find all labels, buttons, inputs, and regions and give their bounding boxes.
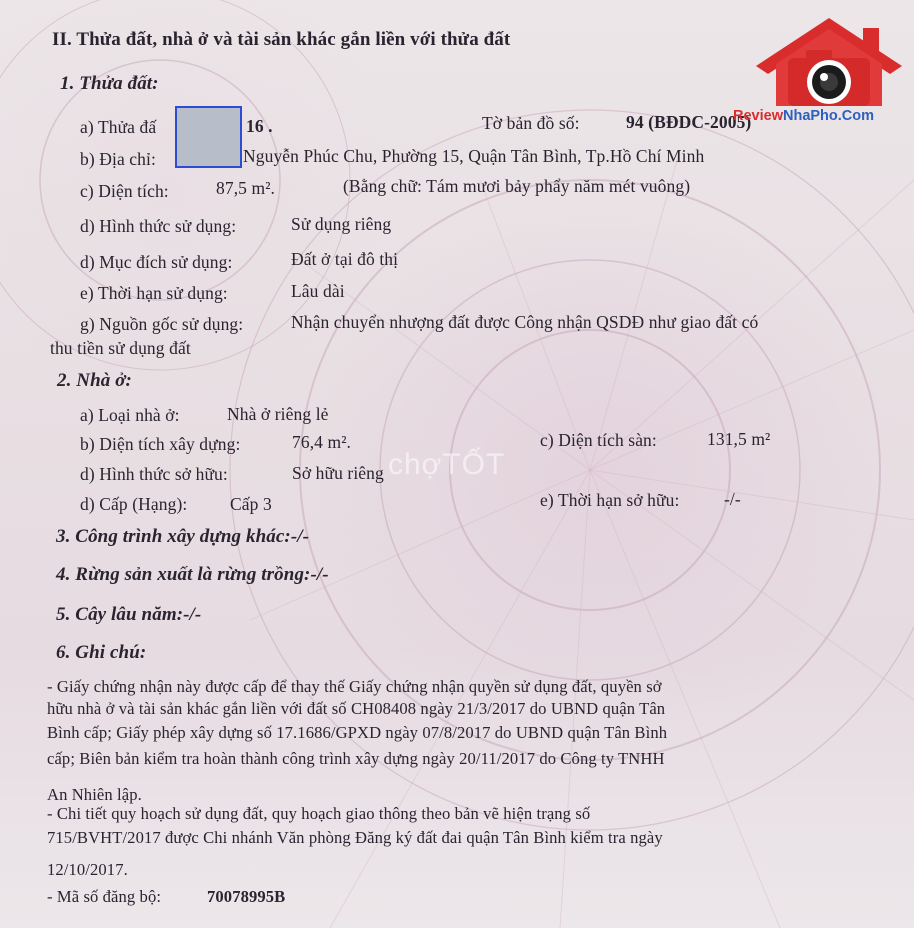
logo-wordmark [733,108,874,124]
use-form-value: Sử dụng riêng [291,214,392,234]
origin-label: g) Nguồn gốc sử dụng: [80,314,244,334]
map-sheet-value: 94 (BĐDC-2005) [626,112,752,132]
logo-word-com: .Com [837,108,875,124]
other-works-heading: 3. Công trình xây dựng khác:-/- [56,526,310,547]
origin-value: Nhận chuyển nhượng đất được Công nhận QSDĐ như giao đất có [291,312,759,332]
notes-line: - Chi tiết quy hoạch sử dụng đất, quy hoạch giao thông theo bản vẽ hiện trạng số [47,804,591,823]
section-title: II. Thửa đất, nhà ở và tài sản khác gắn liền với thửa đất [52,29,511,50]
registry-value: 70078995B [207,887,286,906]
notes-line: hữu nhà ở và tài sản khác gắn liền với đất số CH08408 ngày 21/3/2017 do UBND quận Tân [47,699,666,718]
origin-value-cont: thu tiền sử dụng đất [50,338,191,358]
own-term-value: -/- [724,489,741,509]
notes-line: 715/BVHT/2017 được Chi nhánh Văn phòng Đăng ký đất đai quận Tân Bình kiểm tra ngày [47,828,663,847]
parcel-label: a) Thửa đấ [80,117,157,137]
notes-line: 12/10/2017. [47,860,128,879]
area-label: c) Diện tích: [80,181,169,201]
notes-line: An Nhiên lập. [47,785,142,804]
address-label: b) Địa chỉ: [80,149,156,169]
own-term-label: e) Thời hạn sở hữu: [540,490,680,510]
built-area-value: 76,4 m². [292,432,352,452]
watermark-chotot: chợTỐT [388,448,506,481]
registry-label: - Mã số đăng bộ: [47,887,162,906]
area-value: 87,5 m². [216,178,276,198]
notes-heading: 6. Ghi chú: [56,642,147,663]
perennial-heading: 5. Cây lâu năm:-/- [56,604,202,625]
notes-line: - Giấy chứng nhận này được cấp để thay thế Giấy chứng nhận quyền sử dụng đất, quyền sở [47,677,662,696]
house-type-value: Nhà ở riêng lẻ [227,404,329,424]
parcel-value: 16 . [246,116,273,136]
ownership-label: d) Hình thức sở hữu: [80,464,228,484]
house-type-label: a) Loại nhà ở: [80,405,180,425]
grade-value: Cấp 3 [230,494,272,514]
grade-label: d) Cấp (Hạng): [80,494,188,514]
house-heading: 2. Nhà ở: [57,370,132,391]
term-value: Lâu dài [291,281,345,301]
floor-area-value: 131,5 m² [707,429,771,449]
built-area-label: b) Diện tích xây dựng: [80,434,241,454]
land-heading: 1. Thửa đất: [60,73,159,94]
purpose-value: Đất ở tại đô thị [291,249,399,269]
area-words: (Bằng chữ: Tám mươi bảy phẩy năm mét vuông) [343,176,691,196]
notes-line: Bình cấp; Giấy phép xây dựng số 17.1686/GPXD ngày 07/8/2017 do UBND quận Tân Bình [47,723,668,742]
ownership-value: Sở hữu riêng [292,463,384,483]
logo-word-review: Review [733,108,783,124]
floor-area-label: c) Diện tích sàn: [540,430,657,450]
forest-heading: 4. Rừng sản xuất là rừng trồng:-/- [56,564,329,585]
address-value: Nguyễn Phúc Chu, Phường 15, Quận Tân Bình, Tp.Hồ Chí Minh [243,146,705,166]
logo-word-nhapho: NhaPho [782,108,838,124]
redaction-box [175,106,242,168]
use-form-label: d) Hình thức sử dụng: [80,216,237,236]
term-label: e) Thời hạn sử dụng: [80,283,228,303]
notes-line: cấp; Biên bản kiểm tra hoàn thành công trình xây dựng ngày 20/11/2017 do Công ty TNHH [47,749,665,768]
purpose-label: d) Mục đích sử dụng: [80,252,233,272]
map-sheet-label: Tờ bản đồ số: [482,113,580,133]
